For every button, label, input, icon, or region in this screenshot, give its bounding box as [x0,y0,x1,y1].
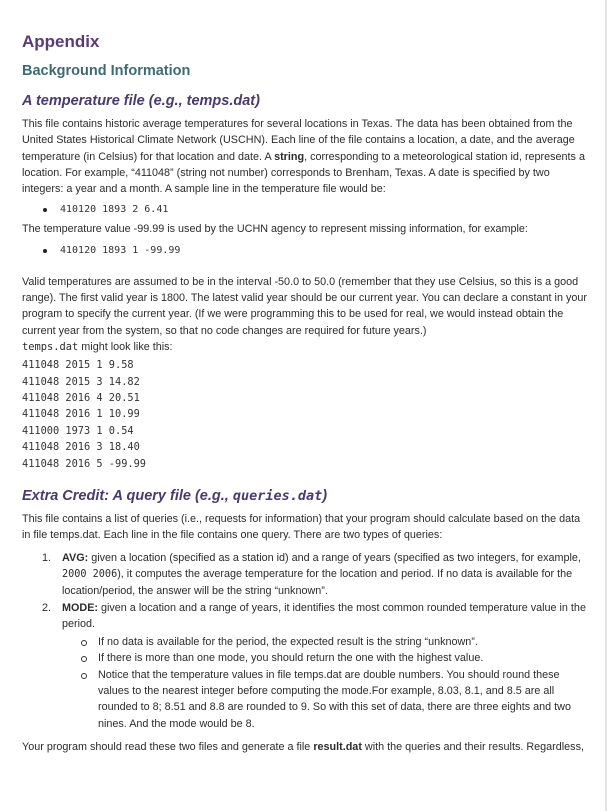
example-line: 411048 2016 1 10.99 [22,408,140,421]
sample-line-list [22,202,588,218]
example-line: 411048 2016 3 18.40 [22,441,140,454]
mode-text: given a location and a range of years, it identifies the most common rounded temperature value in the period. [62,601,586,630]
list-number: 1. [42,551,52,564]
mode-label: MODE: [62,601,98,614]
avg-label: AVG: [62,551,89,564]
sample-line: 410120 1893 2 6.41 [22,202,588,218]
example-caption-suffix: might look like this: [78,340,173,353]
missing-line-list [22,243,588,259]
example-line: 411048 2015 3 14.82 [22,375,140,388]
example-line: 411048 2016 5 -99.99 [22,457,146,470]
avg-text-b: ), it computes the average temperature for the location and period. If no data is available for the location/period, the answer will be the string “unknown”. [62,568,573,598]
query-heading-prefix: Extra Credit: A query file (e.g., [22,488,233,505]
mode-rules-list [62,634,588,732]
mode-rule: If there is more than one mode, you should return the one with the highest value. [62,650,588,666]
example-line: 411048 2015 1 9.58 [22,359,134,372]
closing-text-b: with the queries and their results. Regardless, [361,740,584,753]
missing-value-paragraph: The temperature value -99.99 is used by the UCHN agency to represent missing information, for example: [22,223,528,236]
query-type-list [22,550,588,732]
temperature-intro-paragraph [22,116,588,197]
example-caption [22,339,588,355]
mode-rule: Notice that the temperature values in file temps.dat are double numbers. You should round these values to the nearest integer before computing the mode.For example, 8.03, 8.1, and 8.5 are all rounded to 8; 8.51 and 8.8 are rounded to 9. So with this set of data, there are three eights and two nines. And the mode would be 8. [62,667,588,732]
closing-text-a: Your program should read these two files and generate a file [22,740,314,753]
example-file-contents [22,357,588,472]
query-heading-suffix: ) [322,488,328,505]
query-item-avg [22,550,588,600]
avg-code-example: 2000 2006 [62,569,118,580]
example-filename: temps.dat [22,340,79,353]
avg-text-a: given a location (specified as a station id) and a range of years (specified as two integers, for example, [88,551,581,564]
query-heading-filename: queries.dat [232,488,323,505]
query-intro-paragraph: This file contains a list of queries (i.e., requests for information) that your program should calculate based on the data in file temps.dat. Each line in the file contains one query. There are two types of queries: [22,513,581,542]
intro-text-b: , corresponding to a meteorological station id, represents a location. For example, “411048” (string not number) corresponds to Brenham, Texas. A date is specified by two integers: a year and a month. A sample line in the temperature file would be: [22,150,585,196]
query-item-mode [22,600,588,732]
missing-line: 410120 1893 1 -99.99 [22,243,588,259]
valid-range-paragraph: Valid temperatures are assumed to be in the interval -50.0 to 50.0 (remember that they use Celsius, so this is a good range). The first valid year is 1800. The latest valid year should be our current year. You can declare a constant in your program to specify the current year. (If we were programming this to be used for real, we would instead obtain the current year from the system, so that no code changes are required for future years.) [22,275,587,337]
closing-paragraph [22,739,588,755]
query-file-heading [22,487,588,506]
intro-bold-string: string [274,150,305,163]
example-line: 411000 1973 1 0.54 [22,424,134,437]
list-number: 2. [42,601,52,614]
example-line: 411048 2016 4 20.51 [22,392,140,405]
result-filename: result.dat [313,740,362,753]
mode-rule: If no data is available for the period, the expected result is the string “unknown”. [62,634,588,650]
appendix-heading: Appendix [22,32,100,51]
background-heading: Background Information [22,63,191,79]
document-page [22,31,588,755]
intro-text-a: This file contains historic average temperatures for several locations in Texas. The data has been obtained from the United States Historical Climate Network (USCHN). Each line of the file contains a location, a date, and the average temperature (in Celsius) for that location and date. A [22,118,575,163]
temperature-file-heading: A temperature file (e.g., temps.dat) [22,93,260,109]
